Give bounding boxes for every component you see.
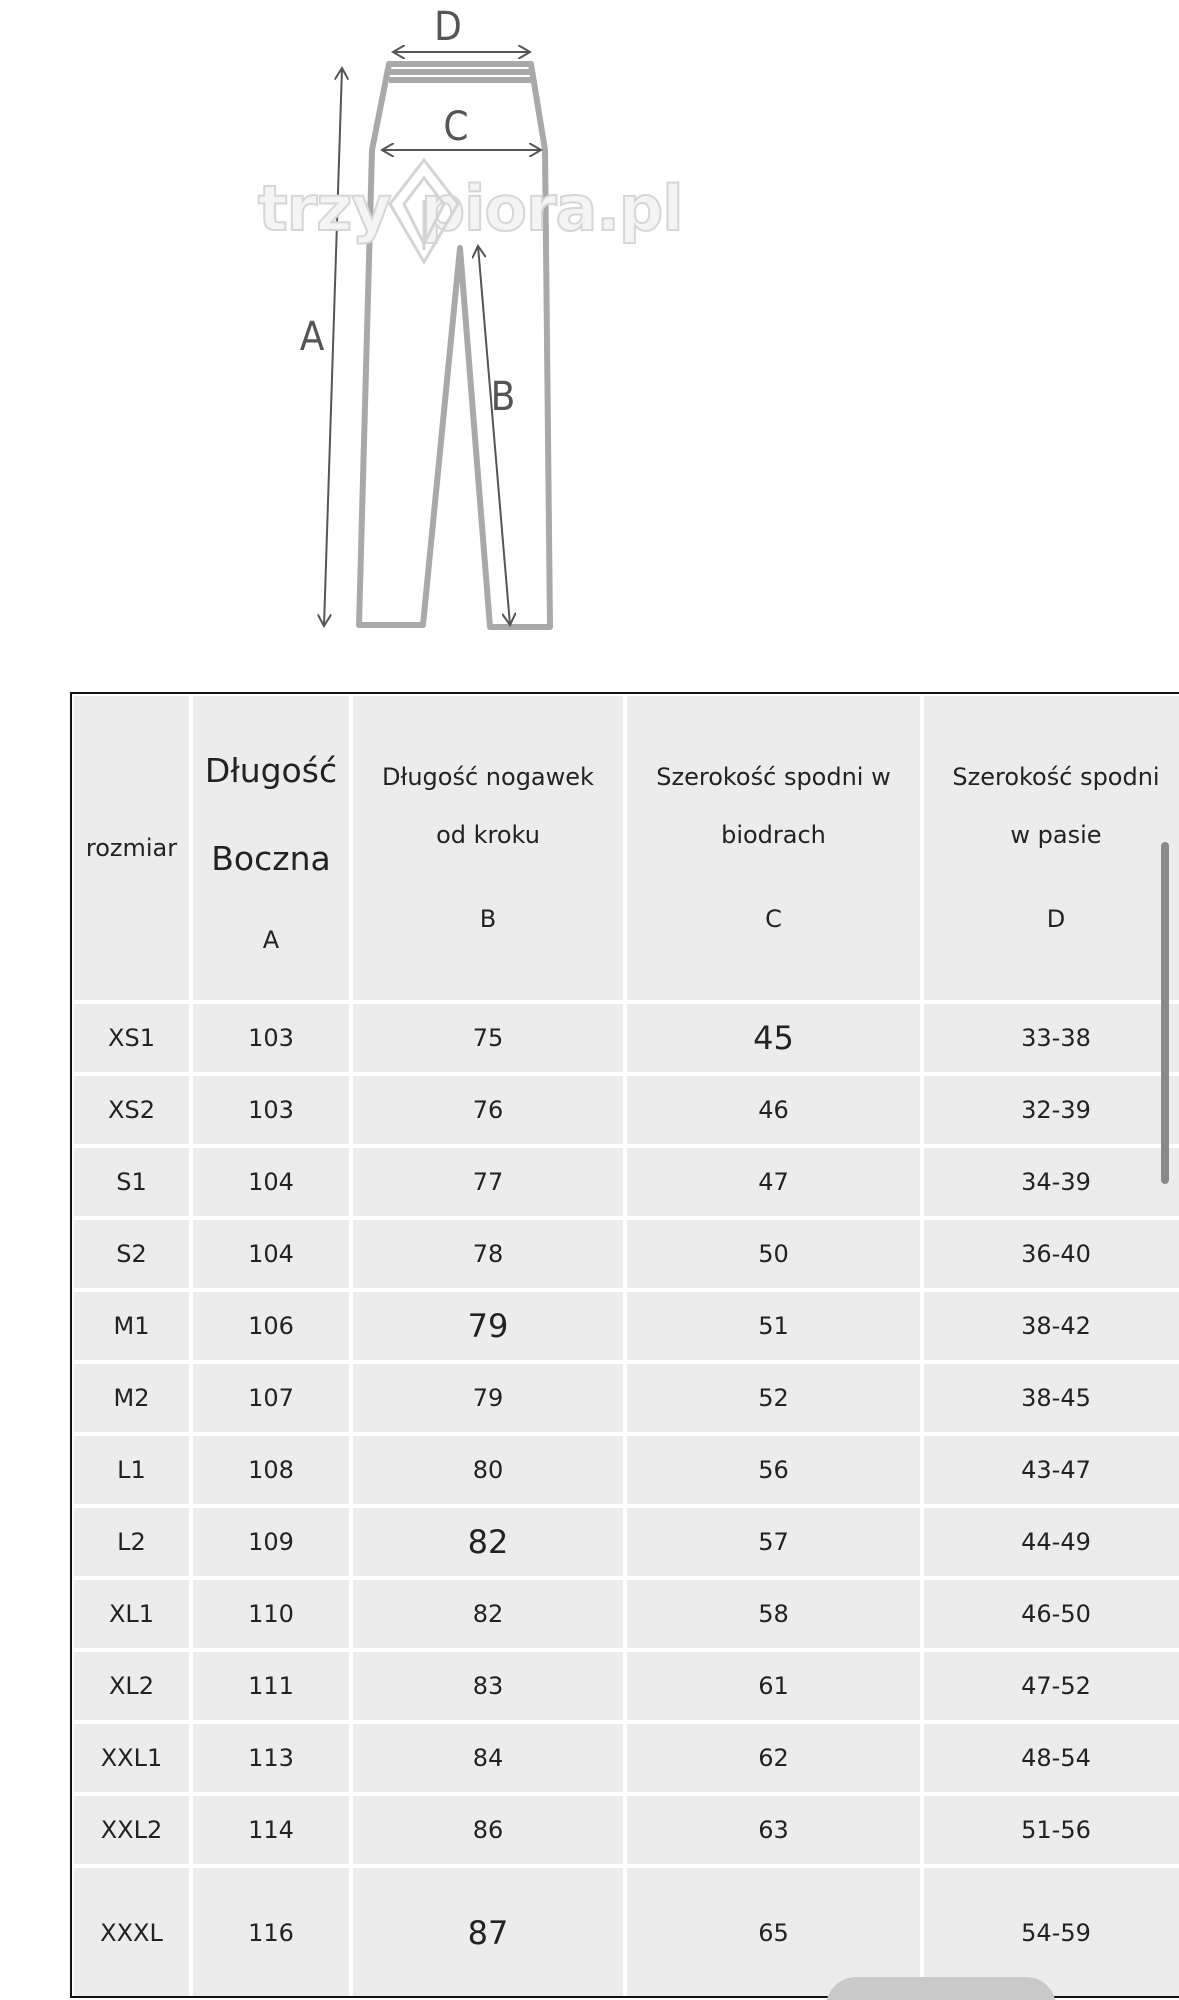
- cell-size: XL2: [74, 1652, 189, 1720]
- vertical-scrollbar[interactable]: [1161, 842, 1169, 1184]
- cell-side-length: 114: [193, 1796, 349, 1864]
- cell-hip-width: 51: [627, 1292, 920, 1360]
- cell-size: M2: [74, 1364, 189, 1432]
- header-inseam: [353, 696, 623, 1000]
- cell-size: XL1: [74, 1580, 189, 1648]
- cell-waist-width: 44-49: [924, 1508, 1179, 1576]
- cell-size: XXL1: [74, 1724, 189, 1792]
- trousers-diagram-svg: [0, 0, 1179, 680]
- size-table-container[interactable]: [70, 692, 1179, 1998]
- cell-hip-width: 63: [627, 1796, 920, 1864]
- header-waist-line1: Szerokość spodni: [952, 763, 1160, 791]
- cell-hip-width: 61: [627, 1652, 920, 1720]
- cell-side-length: 104: [193, 1220, 349, 1288]
- cell-side-length: 106: [193, 1292, 349, 1360]
- header-inseam-line1: Długość nogawek: [382, 763, 594, 791]
- cell-side-length: 107: [193, 1364, 349, 1432]
- cell-size: S2: [74, 1220, 189, 1288]
- cell-side-length: 103: [193, 1004, 349, 1072]
- cell-inseam: 82: [353, 1580, 623, 1648]
- cell-size: XS2: [74, 1076, 189, 1144]
- table-row: [74, 1292, 1179, 1360]
- arrow-a: [324, 68, 342, 626]
- cell-inseam: 86: [353, 1796, 623, 1864]
- cell-hip-width: 45: [627, 1004, 920, 1072]
- cell-inseam: 82: [353, 1508, 623, 1576]
- table-row: [74, 1580, 1179, 1648]
- cell-inseam: 80: [353, 1436, 623, 1504]
- watermark: [258, 160, 683, 262]
- cell-size: L2: [74, 1508, 189, 1576]
- cell-hip-width: 62: [627, 1724, 920, 1792]
- table-row: [74, 1364, 1179, 1432]
- size-table-body: [74, 1004, 1179, 1998]
- header-hip-line2: biodrach: [721, 821, 826, 849]
- label-b: B: [490, 374, 516, 420]
- cell-hip-width: 46: [627, 1076, 920, 1144]
- header-side-length: [193, 696, 349, 1000]
- cell-size: S1: [74, 1148, 189, 1216]
- table-row: [74, 1508, 1179, 1576]
- header-size-label: rozmiar: [85, 834, 178, 862]
- cell-waist-width: 51-56: [924, 1796, 1179, 1864]
- cell-size: M1: [74, 1292, 189, 1360]
- cell-waist-width: 48-54: [924, 1724, 1179, 1792]
- header-hip-letter: C: [765, 905, 782, 933]
- cell-side-length: 104: [193, 1148, 349, 1216]
- table-row: [74, 1796, 1179, 1864]
- cell-inseam: 78: [353, 1220, 623, 1288]
- label-a: A: [299, 314, 325, 360]
- cell-waist-width: 34-39: [924, 1148, 1179, 1216]
- header-inseam-line2: od kroku: [436, 821, 540, 849]
- cell-size: XS1: [74, 1004, 189, 1072]
- label-d: D: [434, 4, 462, 50]
- header-hip-line1: Szerokość spodni w: [656, 763, 891, 791]
- cell-side-length: 109: [193, 1508, 349, 1576]
- table-header-row: [74, 696, 1179, 1000]
- cell-size: XXL2: [74, 1796, 189, 1864]
- cell-inseam: 79: [353, 1364, 623, 1432]
- cell-side-length: 116: [193, 1868, 349, 1998]
- cell-waist-width: 47-52: [924, 1652, 1179, 1720]
- cell-waist-width: 46-50: [924, 1580, 1179, 1648]
- cell-inseam: 83: [353, 1652, 623, 1720]
- header-side-length-line1: Długość: [204, 751, 338, 790]
- header-hip-width: [627, 696, 920, 1000]
- header-waist-letter: D: [1046, 905, 1066, 933]
- label-c: C: [443, 104, 469, 150]
- table-row: [74, 1004, 1179, 1072]
- table-row: [74, 1220, 1179, 1288]
- cell-size: XXXL: [74, 1868, 189, 1998]
- cell-waist-width: 54-59: [924, 1868, 1179, 1998]
- cell-hip-width: 56: [627, 1436, 920, 1504]
- cell-hip-width: 52: [627, 1364, 920, 1432]
- cell-hip-width: 50: [627, 1220, 920, 1288]
- table-row: [74, 1076, 1179, 1144]
- header-waist-width: [924, 696, 1179, 1000]
- table-row: [74, 1652, 1179, 1720]
- cell-side-length: 110: [193, 1580, 349, 1648]
- cell-side-length: 111: [193, 1652, 349, 1720]
- cell-hip-width: 65: [627, 1868, 920, 1998]
- cell-size: L1: [74, 1436, 189, 1504]
- header-size: [74, 696, 189, 1000]
- cell-hip-width: 47: [627, 1148, 920, 1216]
- watermark-text: trzy piora.pl: [258, 172, 683, 245]
- cell-inseam: 79: [353, 1292, 623, 1360]
- cell-side-length: 103: [193, 1076, 349, 1144]
- size-table: [70, 692, 1179, 1998]
- cell-side-length: 113: [193, 1724, 349, 1792]
- trousers-measurement-diagram: [0, 0, 1179, 680]
- cell-waist-width: 32-39: [924, 1076, 1179, 1144]
- cell-inseam: 87: [353, 1868, 623, 1998]
- cell-hip-width: 57: [627, 1508, 920, 1576]
- header-side-length-letter: A: [262, 926, 280, 954]
- header-inseam-letter: B: [479, 905, 497, 933]
- cell-side-length: 108: [193, 1436, 349, 1504]
- table-row: [74, 1724, 1179, 1792]
- cell-inseam: 77: [353, 1148, 623, 1216]
- cell-inseam: 84: [353, 1724, 623, 1792]
- cell-waist-width: 38-45: [924, 1364, 1179, 1432]
- header-side-length-line2: Boczna: [211, 839, 331, 878]
- cell-waist-width: 43-47: [924, 1436, 1179, 1504]
- cell-waist-width: 36-40: [924, 1220, 1179, 1288]
- cell-waist-width: 33-38: [924, 1004, 1179, 1072]
- header-waist-line2: w pasie: [1010, 821, 1102, 849]
- cell-inseam: 75: [353, 1004, 623, 1072]
- cell-waist-width: 38-42: [924, 1292, 1179, 1360]
- cell-hip-width: 58: [627, 1580, 920, 1648]
- table-row: [74, 1148, 1179, 1216]
- cell-inseam: 76: [353, 1076, 623, 1144]
- table-row: [74, 1436, 1179, 1504]
- floating-action-button[interactable]: [826, 1977, 1056, 2000]
